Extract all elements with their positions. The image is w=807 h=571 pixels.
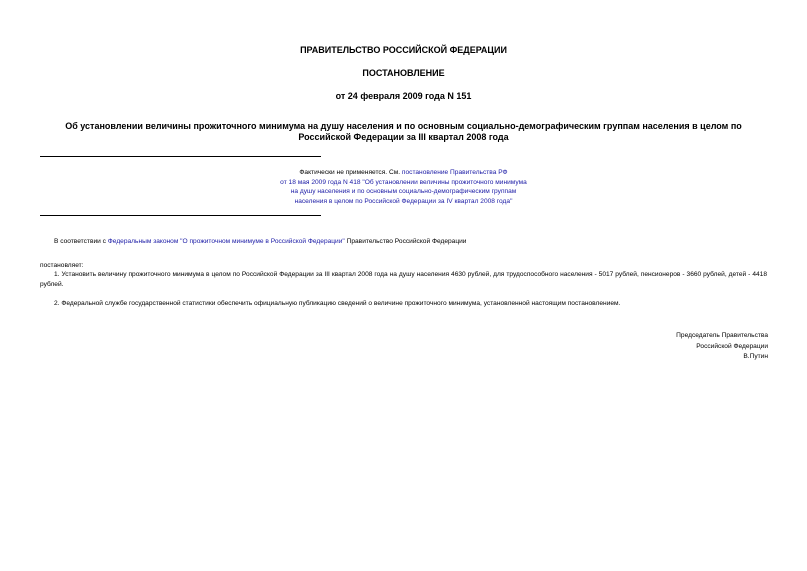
note-link-line-4[interactable]: населения в целом по Российской Федерации за IV квартал 2008 года" [294, 197, 513, 205]
decree-item-1: 1. Установить величину прожиточного минимума в целом по Российской Федерации за III квартал 2008 года на душу населения 4630 рублей, для трудоспособного населения - 5017 рублей, пенсионеров - 3660 рублей, детей - 4418 рублей. [40, 271, 767, 288]
document-type: ПОСТАНОВЛЕНИЕ [362, 68, 445, 78]
decree-item-2: 2. Федеральной службе государственной статистики обеспечить официальную публикацию сведений о величине прожиточного минимума, установленной настоящим постановлением. [54, 300, 621, 307]
signature-position: Председатель Правительства [676, 332, 768, 339]
note-link-line-3[interactable]: на душу населения и по основным социально-демографическим группам [290, 188, 517, 195]
divider-bottom [40, 215, 321, 216]
federal-law-link[interactable]: Федеральным законом "О прожиточном минимуме в Российской Федерации" [107, 238, 345, 245]
divider-top [40, 156, 321, 157]
decree-word: постановляет: [40, 262, 84, 269]
preamble-suffix: Правительство Российской Федерации [344, 238, 467, 245]
note-prefix: Фактически не применяется. См. [299, 169, 402, 176]
preamble-paragraph [40, 237, 767, 247]
note-line-1 [40, 168, 767, 178]
signature-organization: Российской Федерации [696, 342, 768, 350]
government-title: ПРАВИТЕЛЬСТВО РОССИЙСКОЙ ФЕДЕРАЦИИ [300, 45, 507, 55]
document-date-number: от 24 февраля 2009 года N 151 [335, 91, 472, 101]
note-link-line-2[interactable]: от 18 мая 2009 года N 418 "Об установлении величины прожиточного минимума [280, 178, 527, 186]
note-link-resolution[interactable]: постановление Правительства РФ [401, 169, 508, 176]
applicability-note [40, 168, 767, 206]
preamble-prefix: В соответствии с [54, 238, 108, 245]
signature-name: В.Путин [743, 353, 768, 360]
document-subject: Об установлении величины прожиточного минимума на душу населения и по основным социально-демографическим группам населения в целом по Российской Федерации за III квартал 2008 года [65, 121, 742, 142]
signature-block [676, 331, 768, 363]
